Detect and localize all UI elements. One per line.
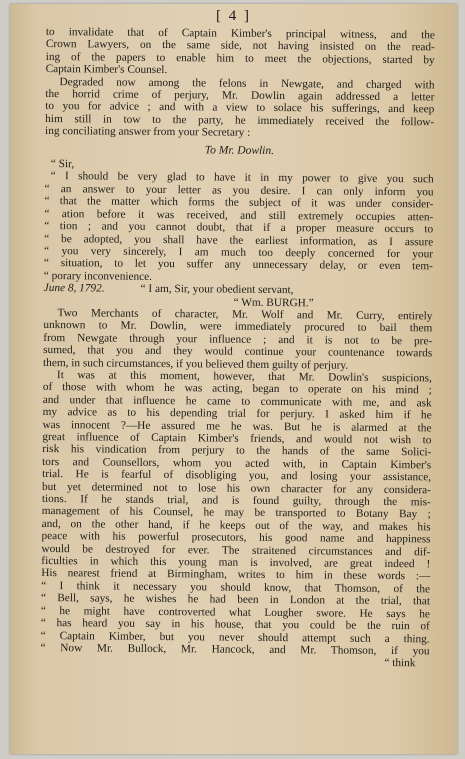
text-line: “ that the matter which forms the subject of it was under consider-: [44, 195, 434, 211]
text-line: but yet determined not to lose his own character for any considera-: [41, 480, 432, 497]
text-line: ing of the papers to enable him to meet the objections, started by: [45, 50, 435, 67]
text-line: from Newgate through your influence ; and it is not to be pre-: [43, 331, 433, 348]
text-line: would be destroyed for ever. The straitened circumstances and dif-: [41, 542, 431, 559]
text-line: ing conciliating answer from your Secretary :: [45, 125, 251, 140]
text-line: “ you very sincerely, I am much too deeply concerned for your: [43, 244, 434, 261]
text-line: tors and Counsellors, whom you acted with, in Captain Kimber's: [42, 455, 432, 472]
text-line: them, in such circumstances, if you believed them guilty of perjury.: [43, 356, 349, 372]
document-page: [10, 4, 457, 754]
text-line: the horrid crime of perjury, Mr. Dowlin again addressed a letter: [45, 88, 435, 104]
text-line: Captain Kimber's Counsel.: [45, 63, 168, 77]
paragraph-4: [41, 369, 432, 658]
text-line: peace with his powerful prosecutors, his good name and happiness: [41, 530, 431, 546]
text-line: ficulties in which this young man is involved, are great indeed !: [41, 555, 431, 571]
text-line: “ be adopted, you shall have the earliest information, as I assure: [44, 232, 434, 248]
letter-heading: To Mr. Dowlin.: [204, 144, 275, 157]
letter-date: June 8, 1792.: [43, 282, 105, 295]
letter-closing: “ I am, Sir, your obedient servant,: [140, 282, 294, 297]
text-line: and under that influence he came to communicate with me, and ask: [42, 393, 432, 410]
text-line: unknown to Mr. Dowlin, were immediately procured to bail them: [43, 319, 433, 335]
text-line: tions. If he stands trial, and is found guilty, through the mis-: [41, 493, 431, 509]
catchword: “ think: [384, 657, 416, 670]
paragraph-3: [43, 307, 433, 372]
text-line: His nearest friend at Birmingham, writes to him in these words :—: [41, 567, 431, 583]
text-line: of those with whom he was acting, began to operate on his mind ;: [42, 381, 432, 397]
text-line: “ an answer to your letter as you desire. I can only inform you: [44, 182, 434, 199]
text-line: to you for advice ; and with a view to solace his sufferings, and keep: [45, 100, 435, 116]
text-line: my advice as to his depending trial for perjury. I asked him if he: [42, 406, 432, 422]
text-line: and, on the other hand, if he keeps out of the way, and makes his: [41, 517, 431, 534]
text-line: “ porary inconvenience.: [43, 269, 153, 283]
text-line: Two Merchants of character, Mr. Wolf and Mr. Curry, entirely: [57, 307, 433, 323]
text-line: “ I think it necessary you should know, that Thomson, of the: [41, 579, 431, 596]
text-line: “ situation, to let you suffer any unnecessary delay, or even tem-: [43, 257, 433, 273]
text-line: “ tion ; and you cannot doubt, that if a proper measure occurs to: [44, 220, 434, 236]
text-line: “ he might have controverted what Lougher swore. He says he: [40, 604, 430, 621]
text-line: management of his Counsel, he may be transported to Botany Bay ;: [41, 505, 431, 521]
text-line: to invalidate that of Captain Kimber's principal witness, and the: [45, 26, 435, 42]
text-line: risk his vindication from perjury to the hands of the same Solici-: [42, 443, 432, 459]
text-line: sumed, that you and they would continue your countenance towards: [43, 344, 433, 360]
text-line: “ has heard you say in his house, that you could be the ruin of: [40, 617, 430, 633]
text-line: “ ation before it was received, and still extremely occupies atten-: [44, 207, 434, 224]
paragraph-2: [45, 76, 435, 141]
text-line: him still in tow to the party, he immediately received the follow-: [45, 112, 435, 129]
text-line: Crown Lawyers, on the same side, not having insisted on the read-: [45, 38, 435, 54]
text-line: “ Now Mr. Bullock, Mr. Hancock, and Mr. Thomson, if you: [40, 641, 430, 658]
paragraph-1: [46, 26, 435, 79]
text-line: “ Captain Kimber, but you never should attempt such a thing.: [40, 629, 430, 645]
text-line: “ I should be very glad to have it in my power to give you such: [50, 170, 434, 186]
letter: [44, 158, 434, 310]
text-line: It was at this moment, however, that Mr. Dowlin's suspicions,: [56, 369, 432, 385]
text-line: “ Bell, says, he wishes he had been in London at the trial, that: [40, 592, 431, 608]
text-line: was innocent ?—He assured me he was. But he is alarmed at the: [42, 418, 432, 434]
text-line: great influence of Captain Kimber's friends, and would not wish to: [42, 430, 432, 447]
body-text: [40, 26, 435, 670]
letter-salutation: “ Sir,: [50, 158, 75, 171]
text-line: Degraded now among the felons in Newgate, and charged with: [59, 75, 435, 92]
text-line: trial. He is fearful of disobliging you, and losing your assistance,: [42, 468, 432, 484]
page-number: [ 4 ]: [216, 8, 251, 24]
letter-signature: “ Wm. BURGH.”: [233, 296, 314, 309]
